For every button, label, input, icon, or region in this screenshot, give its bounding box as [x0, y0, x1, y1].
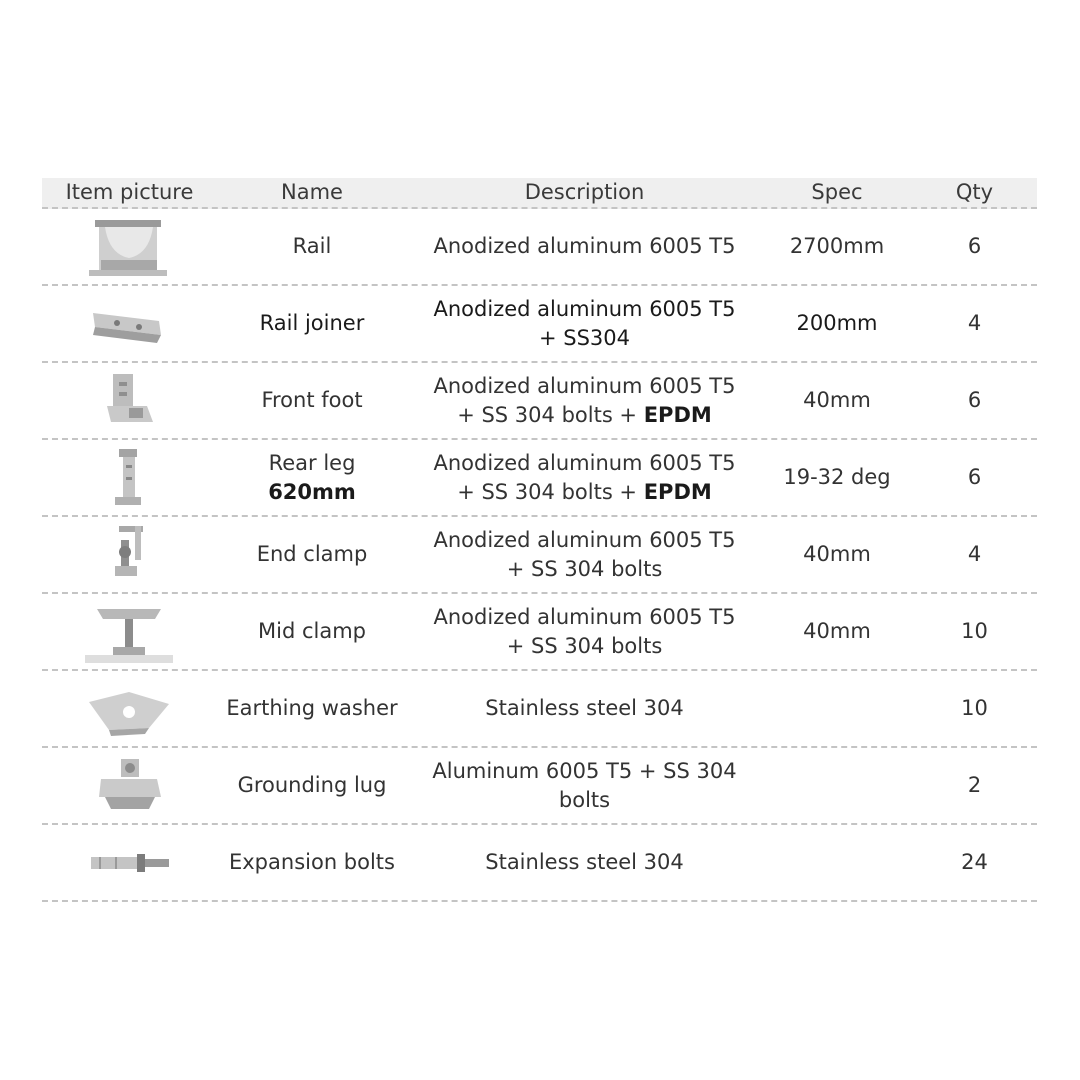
mid-clamp-icon: [85, 599, 175, 665]
item-qty: 10: [961, 619, 988, 643]
header-description: Description: [524, 180, 645, 204]
item-name: Rail joiner: [259, 311, 365, 335]
header-picture: Item picture: [65, 180, 194, 204]
header-spec: Spec: [811, 180, 863, 204]
table-row: [42, 286, 1037, 363]
header-name: Name: [281, 180, 343, 204]
item-qty: 10: [961, 696, 988, 720]
item-description: Anodized aluminum 6005 T5 + SS304: [433, 296, 736, 350]
item-description: Anodized aluminum 6005 T5 + SS 304 bolts + EPDM: [433, 373, 736, 427]
parts-table: [42, 178, 1037, 902]
item-description: Aluminum 6005 T5 + SS 304 bolts: [432, 758, 737, 812]
rail-icon: [85, 214, 175, 280]
earthing-washer-icon: [85, 676, 175, 742]
grounding-lug-icon: [85, 753, 175, 819]
item-qty: 6: [967, 388, 982, 412]
item-spec: 40mm: [803, 542, 871, 566]
item-name: Mid clamp: [258, 619, 366, 643]
item-spec: 2700mm: [789, 234, 885, 258]
item-qty: 6: [967, 465, 982, 489]
table-row: [42, 440, 1037, 517]
rear-leg-icon: [85, 445, 175, 511]
item-name: Earthing washer: [226, 696, 398, 720]
table-row: [42, 209, 1037, 286]
table-row: [42, 671, 1037, 748]
item-qty: 4: [967, 311, 982, 335]
table-row: [42, 594, 1037, 671]
rail-joiner-icon: [85, 291, 175, 357]
table-row: [42, 825, 1037, 902]
item-description: Anodized aluminum 6005 T5 + SS 304 bolts: [433, 527, 736, 581]
item-spec: 200mm: [796, 311, 878, 335]
expansion-bolt-icon: [85, 830, 175, 896]
item-name: Rear leg 620mm: [268, 450, 356, 504]
item-description: Stainless steel 304: [485, 696, 684, 720]
item-spec: 19-32 deg: [783, 465, 891, 489]
table-row: [42, 748, 1037, 825]
item-name: Front foot: [261, 388, 363, 412]
item-qty: 24: [961, 850, 988, 874]
item-qty: 2: [967, 773, 982, 797]
item-description: Stainless steel 304: [485, 850, 684, 874]
item-name: Rail: [292, 234, 332, 258]
table-row: [42, 517, 1037, 594]
item-name: Expansion bolts: [228, 850, 395, 874]
table-row: [42, 363, 1037, 440]
item-spec: 40mm: [803, 619, 871, 643]
table-header: [42, 178, 1037, 209]
item-description: Anodized aluminum 6005 T5: [433, 234, 736, 258]
item-description: Anodized aluminum 6005 T5 + SS 304 bolts: [433, 604, 736, 658]
front-foot-icon: [85, 368, 175, 434]
item-qty: 6: [967, 234, 982, 258]
item-qty: 4: [967, 542, 982, 566]
item-name: End clamp: [256, 542, 368, 566]
header-qty: Qty: [955, 180, 994, 204]
item-description: Anodized aluminum 6005 T5 + SS 304 bolts + EPDM: [433, 450, 736, 504]
end-clamp-icon: [85, 522, 175, 588]
item-name: Grounding lug: [237, 773, 387, 797]
item-spec: 40mm: [803, 388, 871, 412]
